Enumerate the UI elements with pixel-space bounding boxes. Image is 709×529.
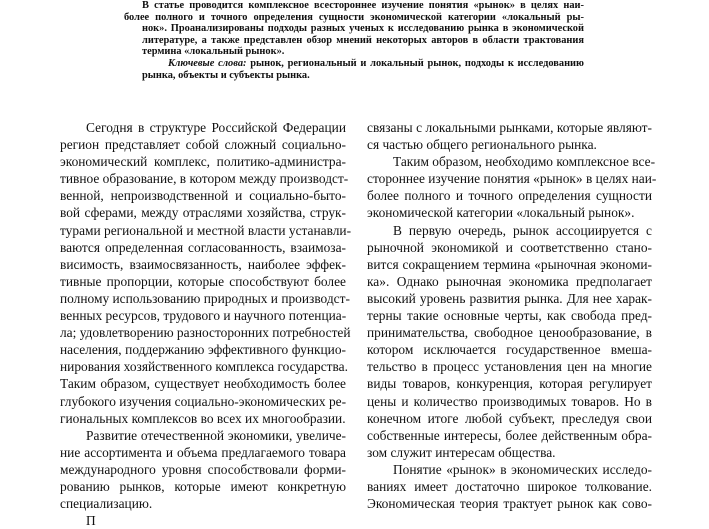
right-paragraph-3: [367, 222, 652, 461]
keywords: [124, 58, 584, 81]
text-line: Экономическая теория трактует рынок как сово-: [367, 496, 652, 512]
text-line: международного уровня способствовали форми-: [60, 461, 346, 477]
abstract-line: термина «локальный рынок».: [142, 46, 285, 58]
text-line: ла; удовлетворению разносторонних потребностей: [60, 325, 351, 341]
keywords-line: [124, 58, 584, 70]
text-line: венных ресурсов, трудового и научного потенциа-: [60, 308, 347, 324]
text-line: связаны с локальными рынками, которые являют-: [367, 120, 652, 135]
text-line: ся частью общего регионального рынка.: [367, 137, 597, 153]
text-line: тивное образование, в котором между производст-: [60, 171, 349, 187]
left-paragraph-2: [60, 427, 346, 512]
abstract-line: более полного и точного определения сущности экономической категории «локальный ры-: [124, 11, 584, 23]
text-line: высокий уровень развития рынка. Для нее харак-: [367, 290, 652, 306]
text-line: полному использованию природных и производст-: [60, 290, 350, 306]
left-paragraph-3: [60, 512, 346, 529]
text-line: зом служит интересам общества.: [367, 444, 556, 460]
text-line: экономический комплекс, политико-администра-: [60, 154, 346, 170]
abstract: [124, 0, 584, 81]
text-line: экономической категории «локальный рынок».: [367, 205, 635, 221]
left-paragraph-1: [60, 119, 352, 427]
text-line: рыночной экономикой и соответственно стано-: [367, 239, 652, 255]
text-line: Таким образом, необходимо комплексное все-: [393, 154, 656, 170]
text-line: Сегодня в структуре Российской Федерации: [86, 120, 346, 135]
keywords-text: рынок, региональный и локальный рынок, подходы к исследованию: [246, 57, 584, 69]
right-paragraph-2: [367, 153, 657, 221]
right-paragraph-4: [367, 461, 652, 512]
text-line: Развитие отечественной экономики, увеличе-: [86, 427, 346, 443]
text-line: Понятие «рынок» в экономических исследо-: [393, 461, 652, 477]
text-line: В первую очередь, рынок ассоциируется с: [393, 222, 652, 238]
abstract-line: нок». Проанализированы подходы разных ученых к исследованию рынка в экономической: [142, 23, 584, 35]
text-line: ка». Однако рыночная экономика предполагает: [367, 273, 652, 289]
text-line: гиональных комплексов во всех их многообразии.: [60, 410, 346, 426]
text-line: вой сферами, между отраслями хозяйства, струк-: [60, 205, 346, 221]
right-column: [367, 119, 657, 512]
text-line: ваются определенная согласованность, взаимоза-: [60, 239, 346, 255]
keywords-label: Ключевые слова:: [168, 57, 247, 69]
right-paragraph-1: [367, 119, 652, 153]
keywords-line: рынка, объекты и субъекты рынка.: [142, 69, 310, 81]
text-line: специализацию.: [60, 496, 153, 512]
text-line: вится сокращением термина «рыночная экономи-: [367, 256, 652, 272]
text-line: П: [86, 513, 96, 529]
text-line: ние ассортимента и объема предлагаемого товара: [60, 444, 346, 460]
text-line: висимость, взаимосвязанность, наиболее эффек-: [60, 256, 346, 272]
text-line: конечном итоге любой субъект, преследуя свои: [367, 410, 652, 426]
text-line: рованию рынков, которые имеют конкретную: [60, 478, 346, 494]
text-line: виды товаров, конкуренция, которая регулирует: [367, 376, 652, 392]
text-line: более полного и точного определения сущности: [367, 188, 652, 204]
text-line: венной, непроизводственной и социально-быто-: [60, 188, 346, 204]
text-line: терны такие основные черты, как свобода пред-: [367, 308, 652, 324]
text-line: населения, поддержанию эффективного функцио-: [60, 342, 346, 358]
text-line: регион представляет собой сложный социально-: [60, 137, 346, 153]
text-line: тивные пропорции, которые способствуют более: [60, 273, 346, 289]
text-line: ваниях имеет достаточно широкое толкование.: [367, 478, 652, 494]
text-line: глубокого изучения социально-экономических ре-: [60, 393, 347, 409]
text-line: турами региональной и местной власти устанавли-: [60, 222, 352, 238]
text-line: тельство в процесс установления цен на многие: [367, 359, 652, 375]
text-line: котором исключается государственное вмеша-: [367, 342, 652, 358]
text-line: принимательства, свободное ценообразование, в: [367, 325, 652, 341]
text-line: Таким образом, существует необходимость более: [60, 376, 346, 392]
text-line: стороннее изучение понятия «рынок» в целях наи-: [367, 171, 657, 187]
abstract-line: литературе, а также представлен обзор мнений некоторых авторов в области трактования: [142, 34, 584, 46]
abstract-line: В статье проводится комплексное всестороннее изучение понятия «рынок» в целях наи-: [142, 0, 584, 11]
text-line: собственные интересы, более действенным обра-: [367, 427, 652, 443]
text-line: нирования хозяйственного комплекса государства.: [60, 359, 348, 375]
left-column: [60, 119, 352, 529]
abstract-text: [124, 0, 584, 58]
text-line: цены и количество производимых товаров. Но в: [367, 393, 652, 409]
